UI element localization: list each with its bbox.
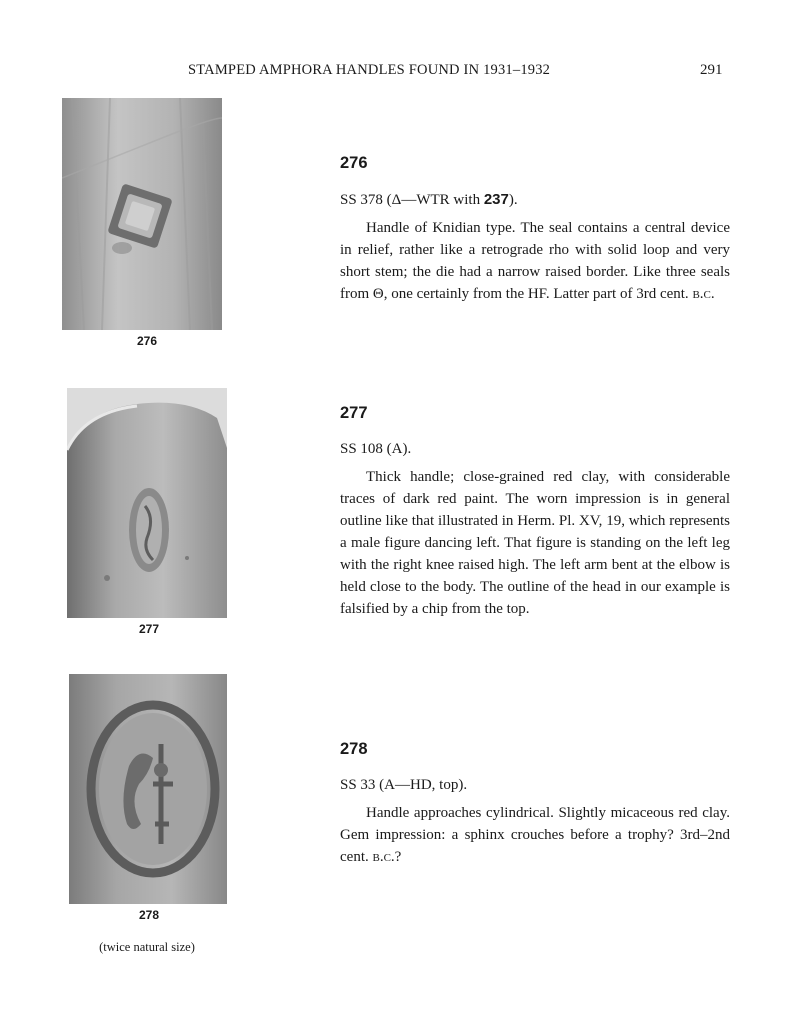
photo-277	[67, 388, 227, 618]
photo-caption-276: 276	[136, 334, 158, 348]
cross-reference: 237	[483, 191, 509, 208]
photo-caption-278: 278	[138, 908, 160, 922]
entry-description: Handle of Knidian type. The seal contains a central device in relief, rather like a retrograde rho with solid loop and very short stem; the die had a narrow raised border. Like three seals from Θ, one certainly from the HF. Latter part of 3rd cent. b.c.	[340, 220, 730, 302]
entry-description: Thick handle; close-grained red clay, with considerable traces of dark red paint. The worn impression is in general outline like that illustrated in Herm. Pl. XV, 19, which represents a male figure dancing left. That figure is standing on the left leg with the right knee raised high. The left arm bent at the elbow is held close to the body. The outline of the head in our example is falsified by a chip from the top.	[340, 469, 730, 617]
page-number: 291	[700, 62, 723, 78]
entry-number: 278	[340, 740, 368, 758]
entry-reference: SS 108 (Α).	[340, 441, 412, 457]
entry-number: 276	[340, 154, 368, 172]
figure-scale-note: (twice natural size)	[99, 940, 195, 954]
photo-caption-277: 277	[138, 622, 160, 636]
entry-description: Handle approaches cylindrical. Slightly micaceous red clay. Gem impression: a sphinx crouches before a trophy? 3rd–2nd cent. b.c.?	[340, 805, 730, 865]
running-header	[0, 62, 792, 82]
entry-number: 277	[340, 404, 368, 422]
photo-278	[69, 674, 227, 904]
entry-276	[340, 154, 730, 305]
entry-278	[340, 740, 730, 868]
entry-reference: SS 33 (Α—HD, top).	[340, 777, 468, 793]
running-title: STAMPED AMPHORA HANDLES FOUND IN 1931–1932	[188, 62, 551, 78]
photo-276	[62, 98, 222, 330]
entry-reference: SS 378 (Δ—WTR with 237).	[340, 191, 518, 208]
entry-277	[340, 404, 730, 620]
